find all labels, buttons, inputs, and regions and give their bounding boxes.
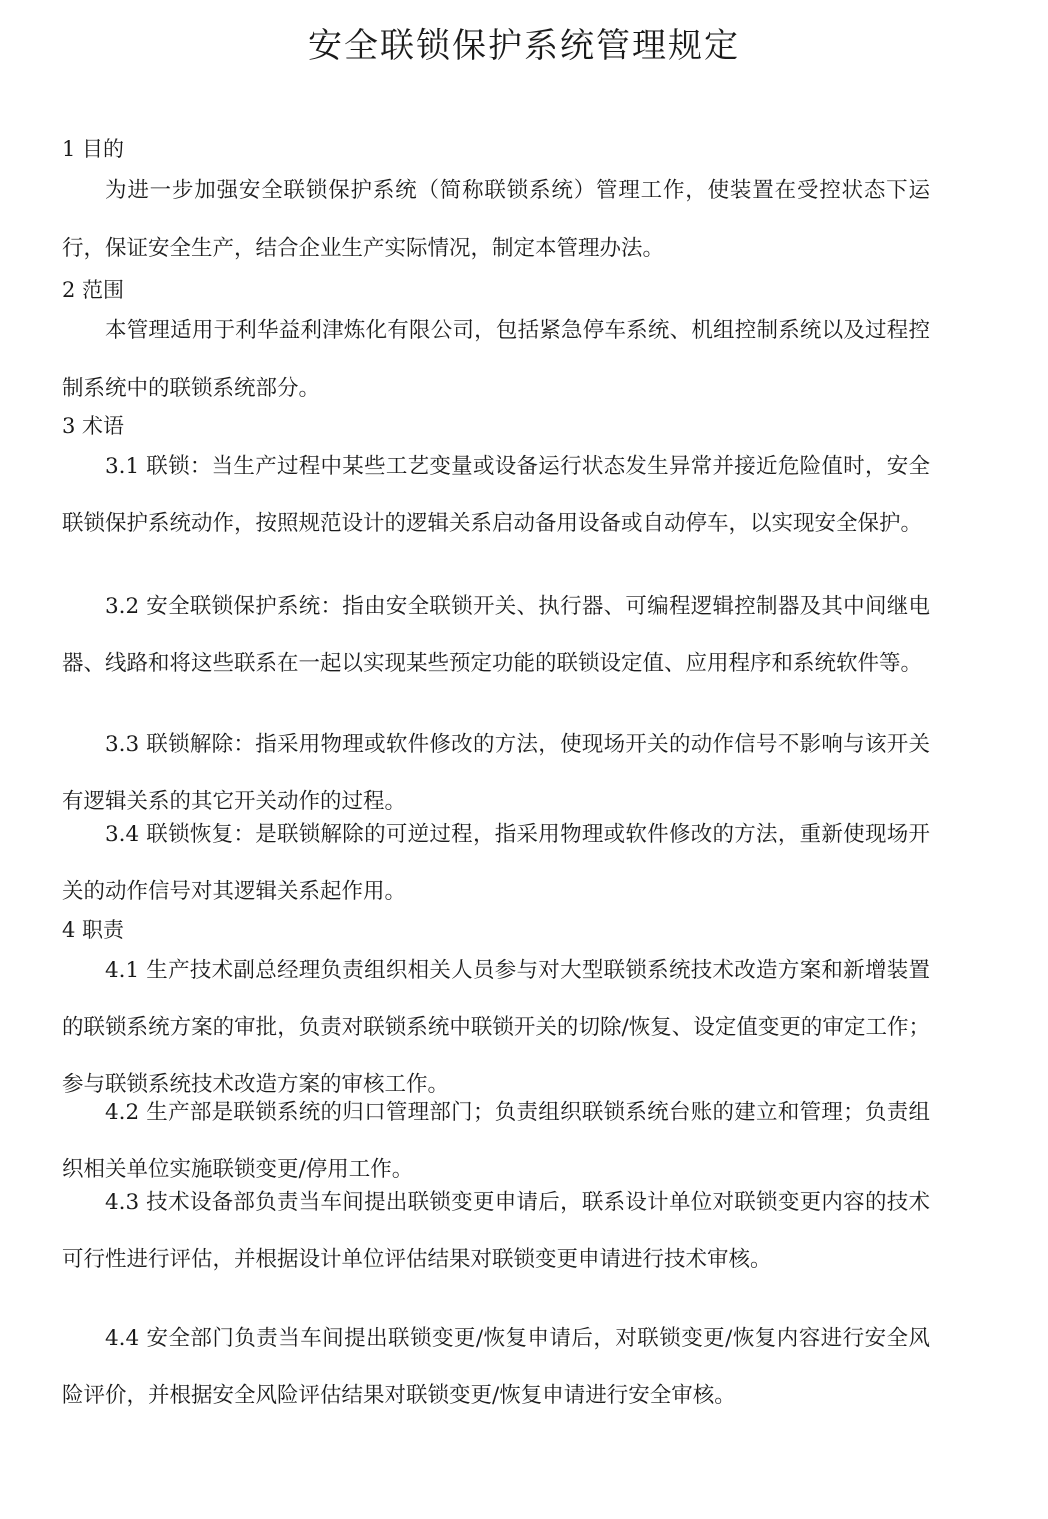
section-heading-terms: 3 术语 (62, 414, 125, 438)
section-heading-purpose: 1 目的 (62, 137, 125, 161)
paragraph-scope: 本管理适用于利华益利津炼化有限公司，包括紧急停车系统、机组控制系统以及过程控制系统中的联锁系统部分。 (62, 318, 930, 401)
paragraph-term-restore: 3.4 联锁恢复：是联锁解除的可逆过程，指采用物理或软件修改的方法，重新使现场开关的动作信号对其逻辑关系起作用。 (62, 822, 930, 904)
paragraph-purpose: 为进一步加强安全联锁保护系统（简称联锁系统）管理工作，使装置在受控状态下运行，保证安全生产，结合企业生产实际情况，制定本管理办法。 (62, 178, 930, 261)
paragraph-duty-safety: 4.4 安全部门负责当车间提出联锁变更/恢复申请后，对联锁变更/恢复内容进行安全风险评价，并根据安全风险评估结果对联锁变更/恢复申请进行安全审核。 (62, 1326, 930, 1408)
paragraph-duty-vp: 4.1 生产技术副总经理负责组织相关人员参与对大型联锁系统技术改造方案和新增装置的联锁系统方案的审批，负责对联锁系统中联锁开关的切除/恢复、设定值变更的审定工作；参与联锁系统技术改造方案的审核工作。 (62, 958, 930, 1097)
paragraph-term-system: 3.2 安全联锁保护系统：指由安全联锁开关、执行器、可编程逻辑控制器及其中间继电器、线路和将这些联系在一起以实现某些预定功能的联锁设定值、应用程序和系统软件等。 (62, 594, 930, 676)
paragraph-term-interlock: 3.1 联锁：当生产过程中某些工艺变量或设备运行状态发生异常并接近危险值时，安全联锁保护系统动作，按照规范设计的逻辑关系启动备用设备或自动停车，以实现安全保护。 (62, 454, 930, 536)
section-heading-duties: 4 职责 (62, 918, 125, 942)
paragraph-duty-technical: 4.3 技术设备部负责当车间提出联锁变更申请后，联系设计单位对联锁变更内容的技术可行性进行评估，并根据设计单位评估结果对联锁变更申请进行技术审核。 (62, 1190, 930, 1272)
document-title: 安全联锁保护系统管理规定 (308, 26, 740, 66)
section-heading-scope: 2 范围 (62, 278, 125, 302)
paragraph-duty-production: 4.2 生产部是联锁系统的归口管理部门；负责组织联锁系统台账的建立和管理；负责组织相关单位实施联锁变更/停用工作。 (62, 1100, 930, 1182)
paragraph-term-release: 3.3 联锁解除：指采用物理或软件修改的方法，使现场开关的动作信号不影响与该开关有逻辑关系的其它开关动作的过程。 (62, 732, 930, 814)
